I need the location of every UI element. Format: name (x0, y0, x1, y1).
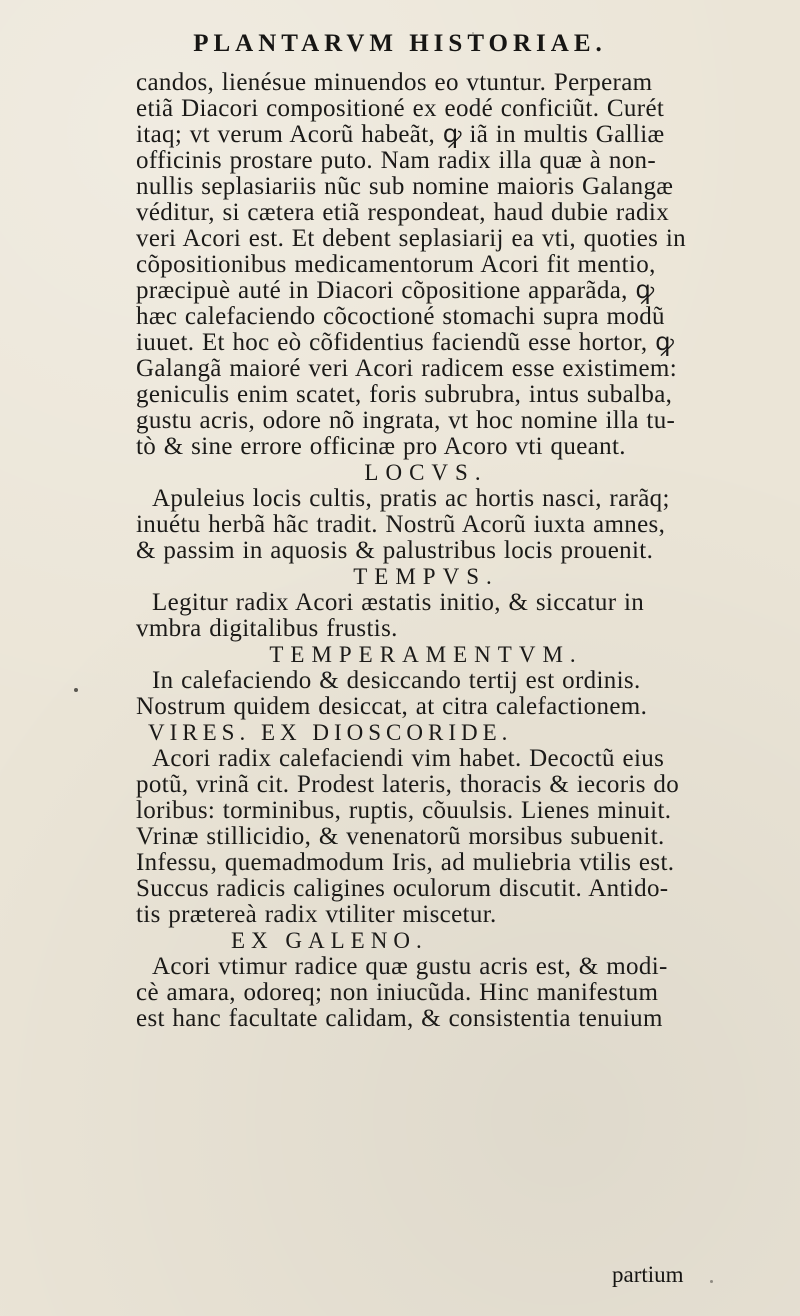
text-line: Acori vtimur radice quæ gustu acris est, & modi- (152, 953, 668, 980)
section-heading: VIRES. EX DIOSCORIDE. (148, 720, 513, 745)
text-line: officinis prostare puto. Nam radix illa quæ à non- (136, 147, 657, 174)
text-line: vmbra digitalibus frustis. (136, 615, 398, 642)
main-text-block (136, 70, 716, 1032)
text-line: Acori radix calefaciendi vim habet. Decoctũ eius (152, 745, 665, 772)
text-line: præcipuè auté in Diacori cõpositione apparãda, ꝙ (136, 277, 655, 304)
text-line: nullis seplasiariis nũc sub nomine maioris Galangæ (136, 173, 674, 200)
text-line: hæc calefaciendo cõcoctioné stomachi supra modũ (136, 303, 665, 330)
text-line: inuétu herbã hãc tradit. Nostrũ Acorũ iuxta amnes, (136, 511, 666, 538)
catchword: partium (612, 1262, 684, 1287)
text-line: & passim in aquosis & palustribus locis prouenit. (136, 537, 654, 564)
section-heading: TEMPERAMENTVM. (269, 642, 583, 667)
text-line: Galangã maioré veri Acori radicem esse existimem: (136, 355, 678, 382)
section-heading: EX GALENO. (231, 928, 428, 953)
text-line: In calefaciendo & desiccando tertij est ordinis. (152, 667, 641, 694)
running-head: PLANTARVM HISTORIAE. (193, 30, 607, 57)
text-line: tis prætereà radix vtiliter miscetur. (136, 901, 497, 928)
ink-speck-top (472, 32, 474, 34)
text-line: est hanc facultate calidam, & consistentia tenuium (136, 1005, 663, 1032)
text-line: véditur, si cætera etiã respondeat, haud dubie radix (136, 199, 670, 226)
text-line: tò & sine errore officinæ pro Acoro vti queant. (136, 433, 626, 460)
text-line: Infessu, quemadmodum Iris, ad muliebria vtilis est. (136, 849, 675, 876)
section-heading: LOCVS. (364, 460, 488, 485)
text-line: geniculis enim scatet, foris subrubra, intus subalba, (136, 381, 673, 408)
text-line: gustu acris, odore nõ ingrata, vt hoc nomine illa tu- (136, 407, 676, 434)
text-line: iuuet. Et hoc eò cõfidentius faciendũ esse hortor, ꝙ (136, 329, 675, 356)
text-line: potũ, vrinã cit. Prodest lateris, thoracis & iecoris do (136, 771, 680, 798)
text-line: veri Acori est. Et debent seplasiarij ea vti, quoties in (136, 225, 686, 252)
text-line: Nostrum quidem desiccat, at citra calefactionem. (136, 693, 648, 720)
text-line: loribus: torminibus, ruptis, cõuulsis. Lienes minuit. (136, 797, 672, 824)
text-line: itaq; vt verum Acorũ habeãt, ꝙ iã in multis Galliæ (136, 121, 665, 148)
text-line: Succus radicis caligines oculorum discutit. Antido- (136, 875, 669, 902)
text-line: Apuleius locis cultis, pratis ac hortis nasci, rarãq; (152, 485, 670, 512)
ink-speck-left (74, 688, 78, 692)
text-line: Legitur radix Acori æstatis initio, & siccatur in (152, 589, 645, 616)
section-heading: TEMPVS. (353, 564, 499, 589)
text-line: etiã Diacori compositioné ex eodé conficiũt. Curét (136, 95, 665, 122)
ink-speck-right (710, 1280, 713, 1283)
text-line: Vrinæ stillicidio, & venenatorũ morsibus subuenit. (136, 823, 665, 850)
text-line: cè amara, odoreq; non iniucũda. Hinc manifestum (136, 979, 659, 1006)
text-line: candos, lienésue minuendos eo vtuntur. Perperam (136, 69, 653, 96)
text-line: cõpositionibus medicamentorum Acori fit mentio, (136, 251, 656, 278)
